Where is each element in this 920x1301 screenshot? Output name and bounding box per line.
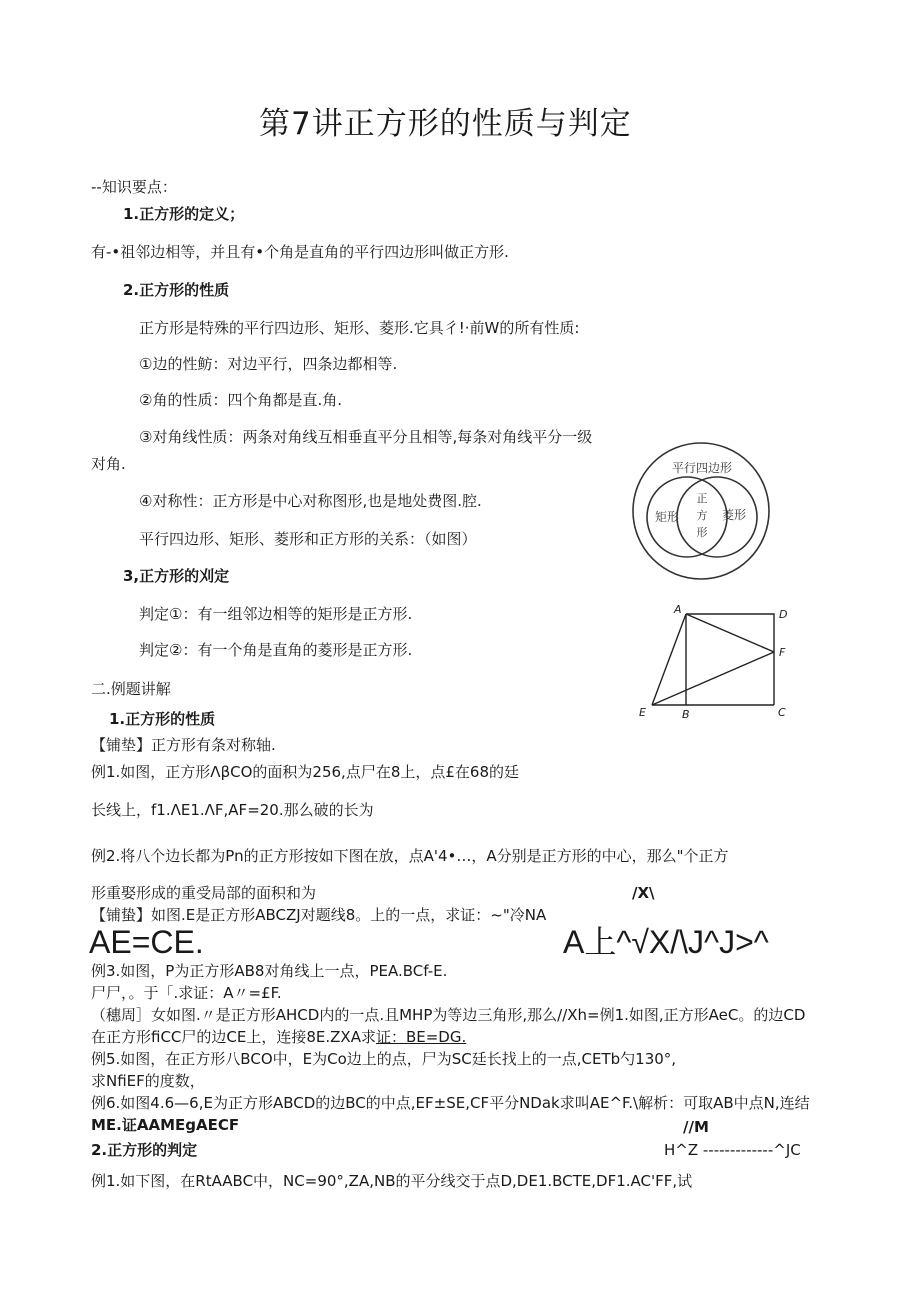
venn-square-label-1: 正 — [696, 492, 708, 505]
property-diagonal: ③对角线性质：两条对角线互相垂直平分且相等,每条对角线平分一级 — [139, 428, 593, 446]
example-2b: 形重娶形成的重受局部的面积和为 — [91, 884, 317, 902]
lead-in-2: 【铺蛰】如图.E是正方形ABCZJ对题线8。上的一点，求证：~"冷NA — [91, 906, 547, 924]
relation-text: 平行四边形、矩形、菱形和正方形的关系：（如图） — [139, 530, 477, 548]
venn-parallelogram-label: 平行四边形 — [671, 461, 733, 475]
example-4b-proof: 证：BE=DG. — [375, 1028, 467, 1046]
example-7: 例1.如下图，在RtAABC中，NC=90°,ZA,NB的平分线交于点D,DE1.BCTE,DF1.AC'FF,试 — [91, 1172, 693, 1190]
example-3a: 例3.如图，P为正方形AB8对角线上一点，PEA.BCf-E. — [91, 962, 448, 980]
example-1b: 长线上，f1.ΛE1.ΛF,AF=20.那么破的长为 — [91, 801, 374, 819]
venn-diagram — [630, 440, 776, 580]
properties-subheading: 1.正方形的性质 — [109, 710, 216, 728]
property-diagonal-cont: 对角. — [91, 455, 126, 473]
page-title: 第7讲正方形的性质与判定 — [259, 106, 632, 142]
venn-square-label-2: 方 — [696, 509, 708, 522]
example-4: （穗周］女如图.〃是正方形AHCD内的一点.且MHP为等边三角形,那么//Xh=例1.如图,正方形AeC。的边CD — [91, 1006, 806, 1024]
example-1a: 例1.如图，正方形ΛβCO的面积为256,点尸在8上，点£在68的廷 — [91, 763, 520, 781]
property-side: ①边的性鲂：对边平行，四条边都相等. — [139, 355, 398, 373]
example-5b: 求NfiEF的度数， — [91, 1072, 205, 1090]
example-3b: 尸尸，。于「.求证：A〃=£F. — [91, 984, 282, 1002]
square-figure — [632, 598, 802, 723]
point-c-label: C — [778, 706, 786, 719]
venn-rectangle-label: 矩形 — [654, 510, 680, 524]
examples-heading: 二.例题讲解 — [91, 680, 171, 698]
definition-heading: 1.正方形的定义； — [123, 205, 245, 223]
example-6a: 例6.如图4.6—6,E为正方形ABCD的边BC的中点,EF±SE,CF平分NDak求叫AE^F.\解析：可取AB中点N,连结 — [91, 1094, 810, 1112]
example-5a: 例5.如图，在正方形八BCO中，E为Co边上的点，尸为SC廷长找上的一点,CETb勺130°, — [91, 1050, 677, 1068]
judgement-2: 判定②：有一个角是直角的菱形是正方形. — [139, 641, 413, 659]
point-a-label: A — [674, 603, 682, 616]
judgement-subheading-right: H^Z -------------^JC — [664, 1141, 801, 1159]
property-symmetry: ④对称性：正方形是中心对称图形,也是地处费图.腔. — [139, 492, 482, 510]
point-b-label: B — [682, 708, 690, 721]
point-d-label: D — [779, 608, 788, 621]
example-2: 例2.将八个边长都为Pn的正方形按如下图在放，点A'4•…，A分别是正方形的中心，那么"个正方 — [91, 847, 729, 865]
judgement-subheading: 2.正方形的判定 — [91, 1141, 198, 1159]
judgement-heading: 3,正方形的刈定 — [123, 567, 230, 585]
definition-text: 有-•祖邻边相等，并且有•个角是直角的平行四边形叫做正方形. — [91, 243, 509, 261]
judgement-1: 判定①：有一组邻边相等的矩形是正方形. — [139, 605, 413, 623]
property-angle: ②角的性质：四个角都是直.角. — [139, 391, 342, 409]
example-4b-text: 在正方形fiCC尸的边CE上，连接8E.ZXA求 — [91, 1028, 376, 1046]
example-6b-right: //M — [683, 1118, 709, 1136]
garbled-figure-text: A上^√X/\J^J>^ — [563, 924, 769, 960]
venn-square-label-3: 形 — [696, 526, 708, 539]
venn-rhombus-label: 菱形 — [721, 508, 747, 522]
point-e-label: E — [639, 706, 646, 719]
point-f-label: F — [779, 646, 786, 659]
knowledge-heading: --知识要点： — [91, 178, 177, 196]
example-4b — [91, 1027, 466, 1047]
lead-in-1: 【铺垫】正方形有条对称轴. — [91, 736, 276, 754]
equation-ae-ce: AE=CE. — [89, 924, 204, 960]
example-2b-right: /X\ — [632, 884, 655, 902]
property-heading: 2.正方形的性质 — [123, 281, 230, 299]
property-intro: 正方形是特殊的平行四边形、矩形、菱形.它具彳!·前W的所有性质: — [139, 319, 580, 337]
example-6b: ME.证AAMEgAECF — [91, 1116, 240, 1134]
